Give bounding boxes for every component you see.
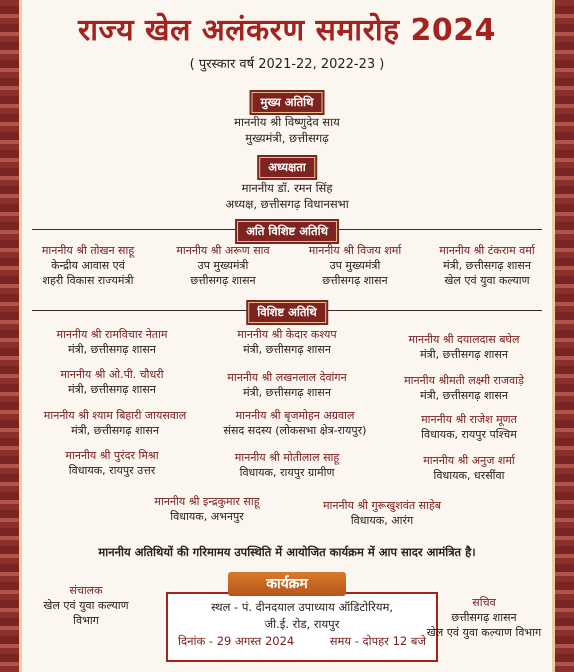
- distinguished-guest-13: माननीय श्री इन्द्रकुमार साहू विधायक, अभनपुर: [154, 495, 260, 523]
- event-date: दिनांक - 29 अगस्त 2024: [178, 634, 295, 648]
- decorative-border-right: [552, 0, 574, 672]
- chief-guest-block: [22, 114, 552, 146]
- distinguished-guest-4: माननीय श्री ओ.पी. चौधरी मंत्री, छत्तीसगढ़ शासन: [60, 368, 164, 396]
- organizer-line1: खेल एवं युवा कल्याण: [43, 599, 129, 612]
- distinguished-guest-3: माननीय श्री दयालदास बघेल मंत्री, छत्तीसगढ़ शासन: [408, 333, 520, 361]
- invitation-text: माननीय अतिथियों की गरिमामय उपस्थिति में आयोजित कार्यक्रम में आप सादर आमंत्रित है।: [98, 545, 476, 559]
- special-guests-heading: अति विशिष्ट अतिथि: [237, 221, 337, 242]
- organizer-heading: संचालक: [69, 584, 103, 597]
- chief-guest-role: मुख्यमंत्री, छत्तीसगढ़: [245, 131, 329, 145]
- invitation-card: [22, 0, 552, 672]
- venue-line2: जी.ई. रोड, रायपुर: [264, 617, 340, 631]
- organizer-block: [22, 583, 150, 628]
- presidency-name: माननीय डॉ. रमन सिंह: [241, 181, 333, 195]
- organizer-line2: विभाग: [73, 614, 99, 627]
- special-guest-2: माननीय श्री अरूण साव उप मुख्यमंत्री छत्तीसगढ़ शासन: [176, 244, 270, 287]
- distinguished-guest-12: माननीय श्री अनुज शर्मा विधायक, धरसींवा: [423, 454, 515, 482]
- distinguished-guest-5: माननीय श्री लखनलाल देवांगन मंत्री, छत्तीसगढ़ शासन: [227, 371, 347, 399]
- venue-box: [166, 592, 438, 662]
- secretary-heading: सचिव: [472, 596, 496, 609]
- distinguished-guest-9: माननीय श्री राजेश मूणत विधायक, रायपुर पश्चिम: [421, 413, 517, 441]
- page-title: राज्य खेल अलंकरण समारोह 2024: [78, 13, 496, 48]
- distinguished-guest-1: माननीय श्री रामविचार नेताम मंत्री, छत्तीसगढ़ शासन: [56, 328, 168, 356]
- distinguished-guest-11: माननीय श्री मोतीलाल साहू विधायक, रायपुर ग्रामीण: [234, 451, 340, 479]
- chief-guest-name: माननीय श्री विष्णुदेव साय: [234, 115, 340, 129]
- distinguished-guest-10: माननीय श्री पुरंदर मिश्रा विधायक, रायपुर उत्तर: [65, 449, 159, 477]
- distinguished-guest-2: माननीय श्री केदार कश्यप मंत्री, छत्तीसगढ़ शासन: [237, 328, 337, 356]
- secretary-line2: खेल एवं युवा कल्याण विभाग: [426, 626, 542, 639]
- program-heading: कार्यक्रम: [228, 572, 346, 596]
- presidency-role: अध्यक्ष, छत्तीसगढ़ विधानसभा: [225, 197, 349, 211]
- chief-guest-heading: मुख्य अतिथि: [252, 92, 323, 113]
- secretary-line1: छत्तीसगढ़ शासन: [451, 611, 517, 624]
- distinguished-guest-6: माननीय श्रीमती लक्ष्मी राजवाड़े मंत्री, छत्तीसगढ़ शासन: [404, 374, 524, 402]
- decorative-border-left: [0, 0, 22, 672]
- presidency-block: [22, 180, 552, 212]
- distinguished-guest-8: माननीय श्री बृजमोहन अग्रवाल संसद सदस्य (लोकसभा क्षेत्र-रायपुर): [223, 409, 367, 437]
- presidency-heading: अध्यक्षता: [259, 157, 315, 178]
- venue-line1: स्थल - पं. दीनदयाल उपाध्याय ऑडिटोरियम,: [210, 600, 394, 614]
- award-years: ( पुरस्कार वर्ष 2021-22, 2022-23 ): [189, 57, 385, 72]
- event-time: समय - दोपहर 12 बजे: [329, 634, 426, 648]
- special-guest-3: माननीय श्री विजय शर्मा उप मुख्यमंत्री छत्तीसगढ़ शासन: [308, 244, 402, 287]
- special-guest-4: माननीय श्री टंकराम वर्मा मंत्री, छत्तीसगढ़ शासन खेल एवं युवा कल्याण: [439, 244, 535, 287]
- distinguished-guest-14: माननीय श्री गुरूखुशवंत साहेब विधायक, आरंग: [322, 499, 441, 527]
- distinguished-guests-heading: विशिष्ट अतिथि: [248, 302, 326, 323]
- secretary-block: [416, 595, 552, 640]
- special-guest-1: माननीय श्री तोखन साहू केन्द्रीय आवास एवं शहरी विकास राज्यमंत्री: [41, 244, 135, 287]
- date-time-line: [168, 633, 436, 650]
- distinguished-guest-7: माननीय श्री श्याम बिहारी जायसवाल मंत्री, छत्तीसगढ़ शासन: [43, 409, 187, 437]
